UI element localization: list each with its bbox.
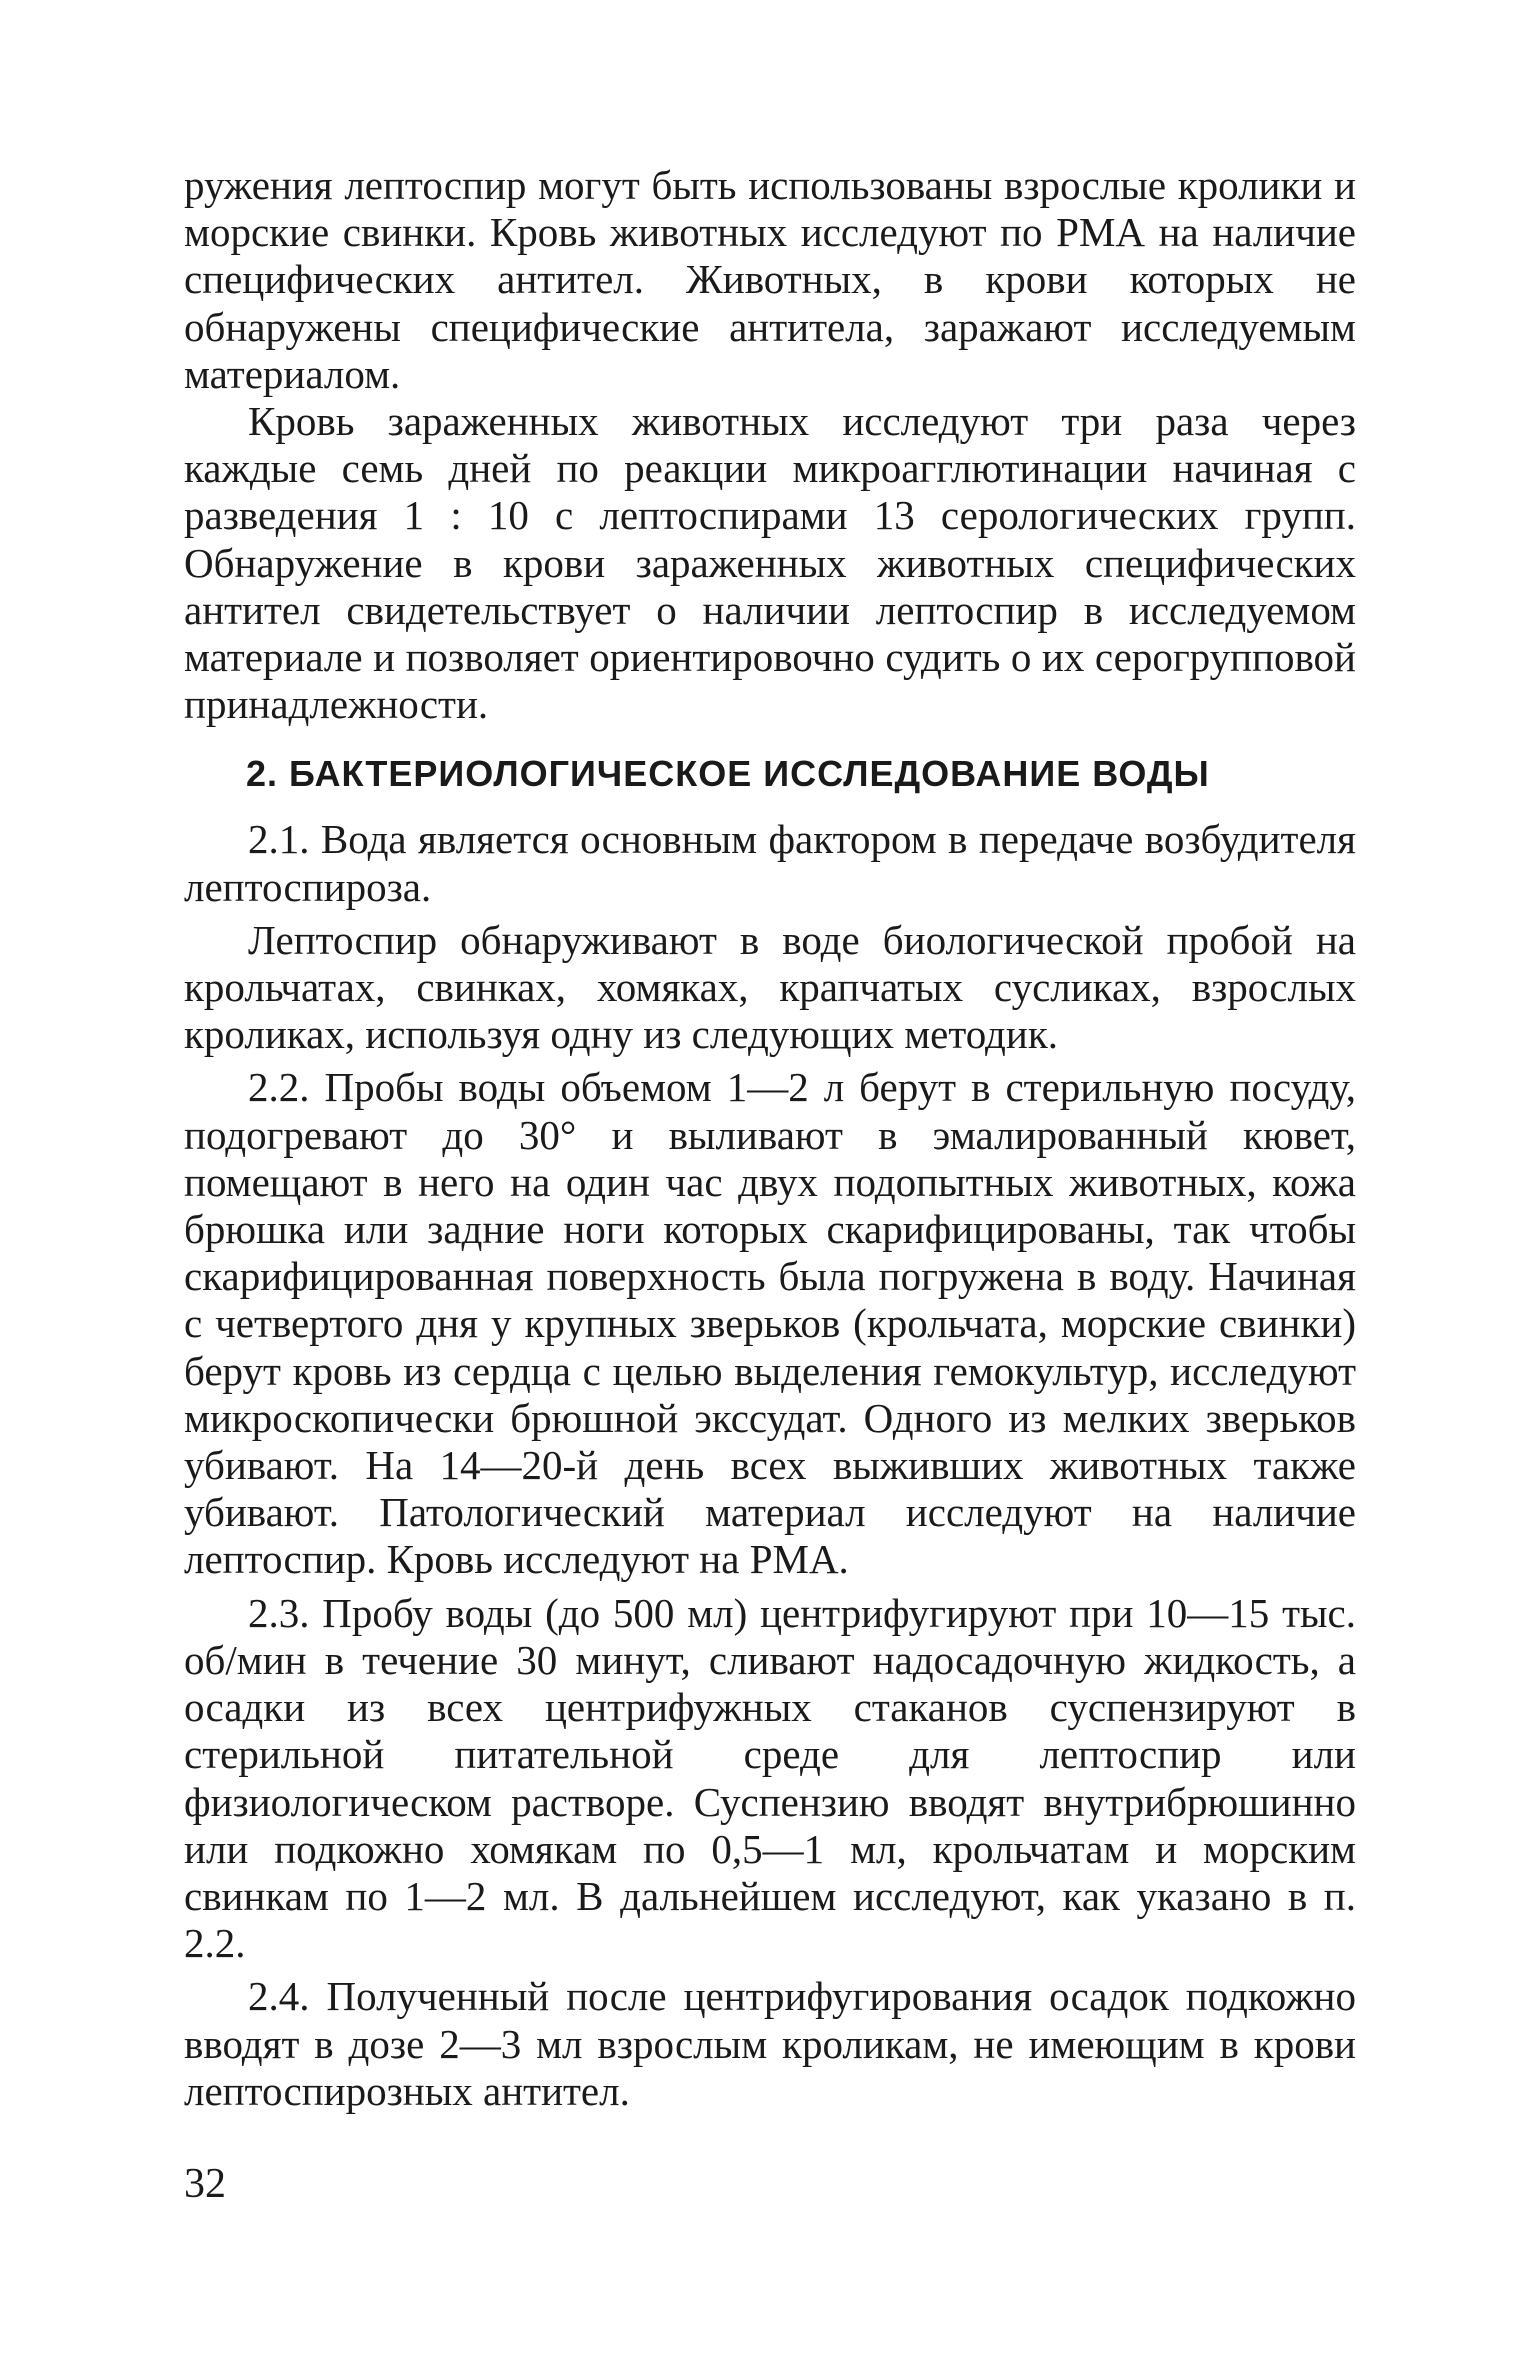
page-number: 32 <box>184 2161 226 2207</box>
paragraph: 2.1. Вода является основным фактором в передаче возбудителя лептоспироза. <box>184 816 1356 910</box>
paragraph: Кровь зараженных животных исследуют три раза через каждые семь дней по реакции микроагглютинации начиная с разведения 1 : 10 с лептоспирами 13 серологических групп. Обнаружение в крови зараженных животных специфических антител свидетельствует о наличии лептоспир в исследуемом материале и позволяет ориентировочно судить о их серогрупповой принадлежности. <box>184 398 1356 728</box>
body-text <box>184 162 1356 2115</box>
section-heading: 2. БАКТЕРИОЛОГИЧЕСКОЕ ИССЛЕДОВАНИЕ ВОДЫ <box>246 753 1210 795</box>
paragraph-continuation: ружения лептоспир могут быть использованы взрослые кролики и морские свинки. Кровь животных исследуют по РМА на наличие специфических антител. Животных, в крови которых не обнаружены специфические антитела, заражают исследуемым материалом. <box>184 162 1356 397</box>
paragraph: 2.2. Пробы воды объемом 1—2 л берут в стерильную посуду, подогревают до 30° и выливают в эмалированный кювет, помещают в него на один час двух подопытных животных, кожа брюшка или задние ноги которых скарифицированы, так чтобы скарифицированная поверхность была погружена в воду. Начиная с четвертого дня у крупных зверьков (крольчата, морские свинки) берут кровь из сердца с целью выделения гемокультур, исследуют микроскопически брюшной экссудат. Одного из мелких зверьков убивают. На 14—20-й день всех выживших животных также убивают. Патологический материал исследуют на наличие лептоспир. Кровь исследуют на РМА. <box>184 1064 1356 1583</box>
paragraph: Лептоспир обнаруживают в воде биологической пробой на крольчатах, свинках, хомяках, крапчатых сусликах, взрослых кроликах, используя одну из следующих методик. <box>184 916 1356 1058</box>
paragraph: 2.3. Пробу воды (до 500 мл) центрифугируют при 10—15 тыс. об/мин в течение 30 минут, сливают надосадочную жидкость, а осадки из всех центрифужных стаканов суспензируют в стерильной питательной среде для лептоспир или физиологическом растворе. Суспензию вводят внутрибрюшинно или подкожно хомякам по 0,5—1 мл, крольчатам и морским свинкам по 1—2 мл. В дальнейшем исследуют, как указано в п. 2.2. <box>184 1589 1356 1967</box>
paragraph: 2.4. Полученный после центрифугирования осадок подкожно вводят в дозе 2—3 мл взрослым кроликам, не имеющим в крови лептоспирозных антител. <box>184 1973 1356 2114</box>
